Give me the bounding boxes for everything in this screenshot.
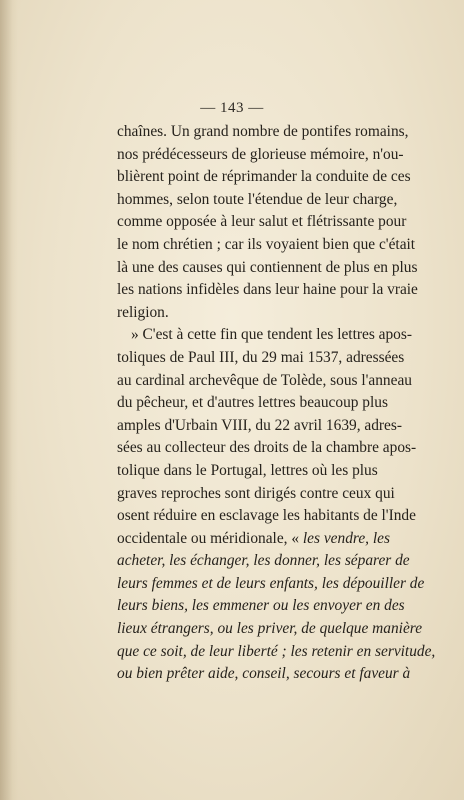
text-line: là une des causes qui contiennent de plus en plus <box>117 258 418 276</box>
text-line: graves reproches sont dirigés contre ceux qui <box>117 484 395 502</box>
italic-quote-line: ou bien prêter aide, conseil, secours et faveur à <box>117 665 411 683</box>
text-line: comme opposée à leur salut et flétrissante pour <box>117 213 407 231</box>
text-line: du pêcheur, et d'autres lettres beaucoup plus <box>117 394 388 412</box>
paragraph-end-line: religion. <box>117 303 169 321</box>
page-gutter-shadow <box>0 0 18 800</box>
italic-quote-line: acheter, les échanger, les donner, les séparer de <box>117 552 410 570</box>
italic-quote-line: lieux étrangers, ou les priver, de quelque manière <box>117 620 423 638</box>
text-segment: occidentale ou méridionale, « <box>117 529 303 547</box>
paragraph-start-line: » C'est à cette fin que tendent les lettres apos- <box>131 326 412 344</box>
text-line: au cardinal archevêque de Tolède, sous l'anneau <box>117 371 412 389</box>
text-line: amples d'Urbain VIII, du 22 avril 1639, adres- <box>117 416 403 434</box>
page-number: — 143 — <box>200 100 264 116</box>
text-line: blièrent point de réprimander la conduite de ces <box>117 168 411 186</box>
italic-quote-line: leurs femmes et de leurs enfants, les dépouiller de <box>117 574 425 592</box>
text-line: nos prédécesseurs de glorieuse mémoire, n'ou- <box>117 145 404 163</box>
text-line: chaînes. Un grand nombre de pontifes romains, <box>117 123 409 140</box>
text-line: le nom chrétien ; car ils voyaient bien que c'était <box>117 235 416 253</box>
text-line: les nations infidèles dans leur haine pour la vraie <box>117 281 418 299</box>
text-line: hommes, selon toute l'étendue de leur charge, <box>117 190 398 208</box>
italic-quote-line: leurs biens, les emmener ou les envoyer en des <box>117 597 405 615</box>
text-line-mixed <box>117 528 390 551</box>
body-text <box>117 121 436 686</box>
text-line: sées au collecteur des droits de la chambre apos- <box>117 439 417 457</box>
text-line: toliques de Paul III, du 29 mai 1537, adressées <box>117 348 405 366</box>
text-line: osent réduire en esclavage les habitants de l'Inde <box>117 507 416 525</box>
italic-quote-segment: les vendre, les <box>302 529 390 547</box>
text-line: tolique dans le Portugal, lettres où les plus <box>117 461 378 479</box>
italic-quote-line: que ce soit, de leur liberté ; les retenir en servitude, <box>117 642 436 660</box>
